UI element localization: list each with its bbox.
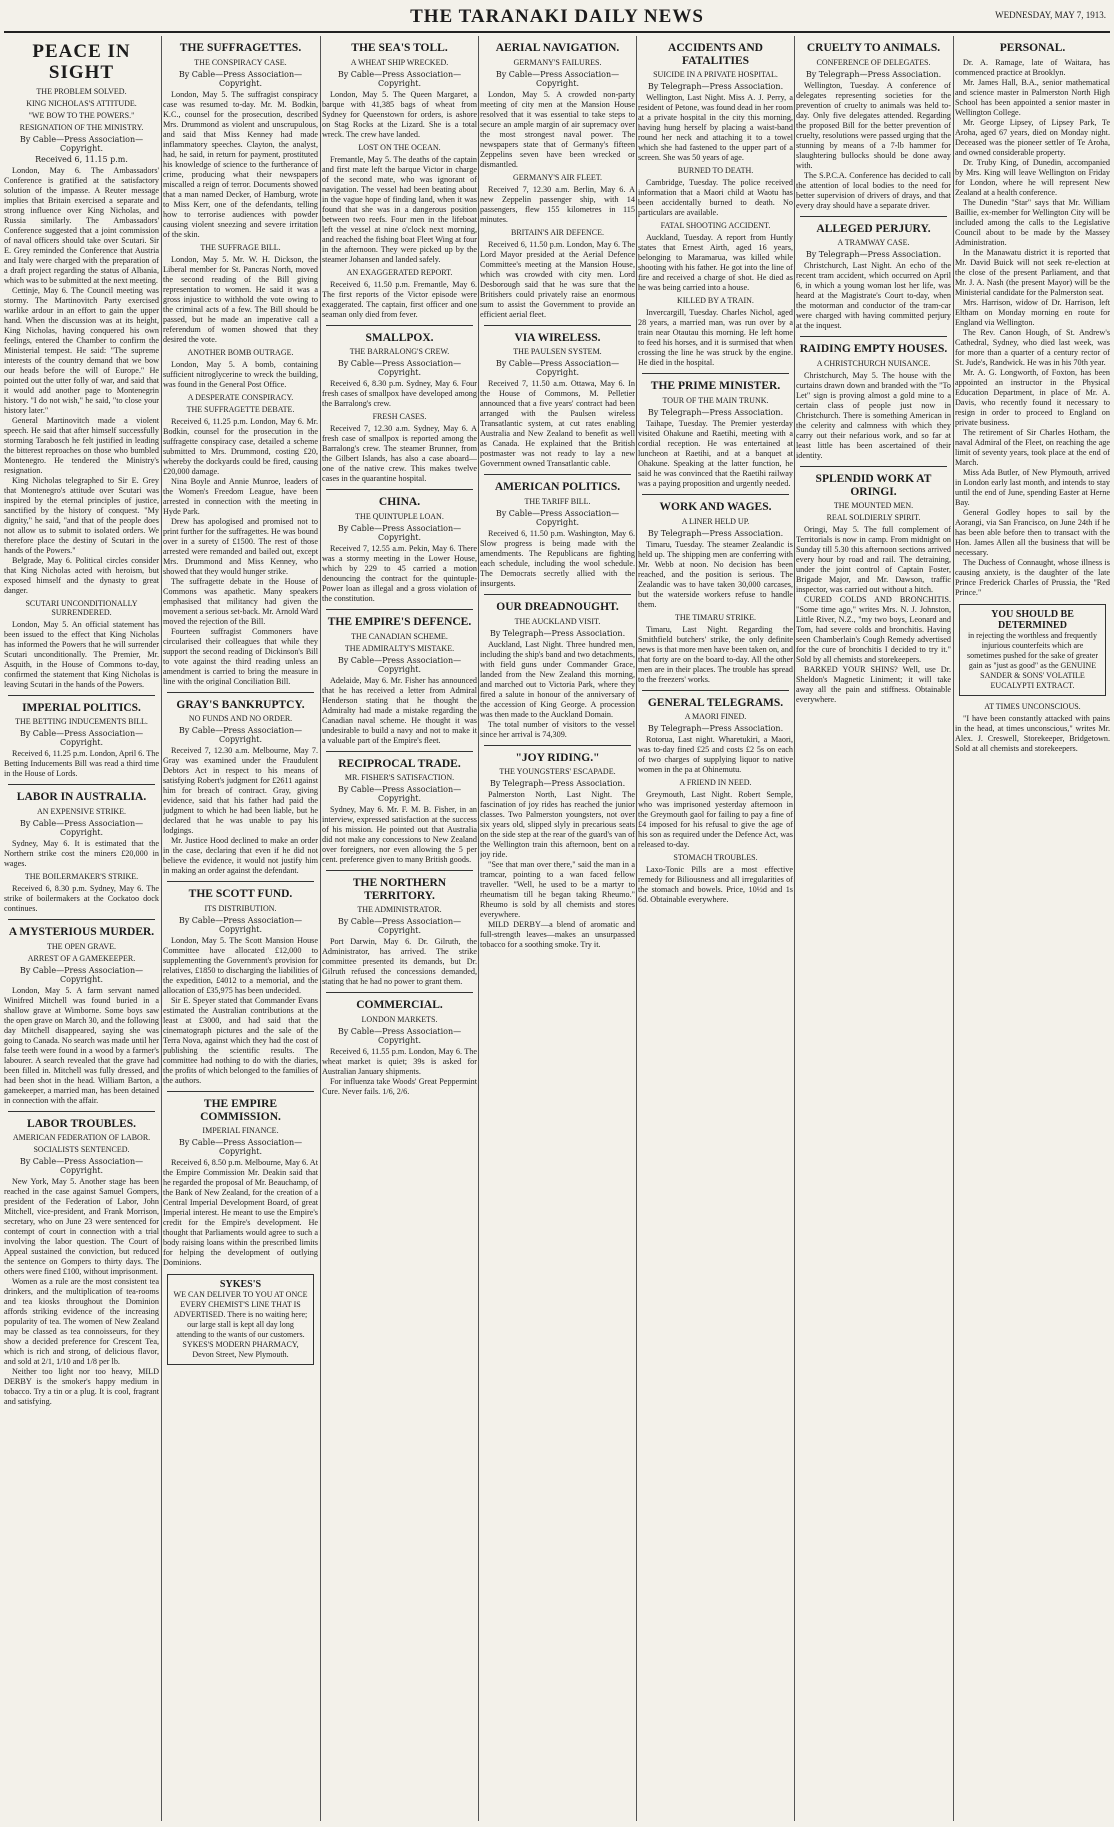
article-headline: COMMERCIAL. — [356, 999, 443, 1012]
article-subheading: THE BOILERMAKER'S STRIKE. — [24, 872, 139, 882]
article-subheading: A CHRISTCHURCH NUISANCE. — [816, 358, 931, 368]
dateline: By Cable—Press Association—Copyright. — [337, 523, 462, 542]
article-subheading: GERMANY'S AIR FLEET. — [512, 172, 603, 182]
article-subheading: THE BETTING INDUCEMENTS BILL. — [15, 717, 148, 727]
article-paragraph: The Duchess of Connaught, whose illness is causing anxiety, is the daughter of the late Prince Frederick Charles of Prussia, the "Red Prince." — [955, 557, 1110, 597]
article-subheading: IMPERIAL FINANCE. — [202, 1126, 279, 1136]
article-paragraph: The total number of visitors to the vessel since her arrival is 74,309. — [480, 719, 635, 739]
news-column — [163, 36, 318, 1821]
article-paragraph: The S.P.C.A. Conference has decided to call the attention of local bodies to the need for better supervision of drivers of drays, and that every dray should have a separate driver. — [796, 170, 951, 210]
column-divider — [800, 466, 947, 467]
article-subheading: A LINER HELD UP. — [681, 516, 750, 526]
article-subheading: KILLED BY A TRAIN. — [677, 296, 754, 306]
article-paragraph: Timaru, Tuesday. The steamer Zealandic is held up. The shipping men are conferring with Mr. Webb at noon. No decision has been reached, and the position is serious. The Zealandic was to have taken 30,000 carcases, but the waterside workers refuse to handle them. — [638, 539, 793, 609]
article-subheading: THE ADMINISTRATOR. — [357, 905, 442, 915]
article-paragraph: Dr. A. Ramage, late of Waitara, has commenced practice at Brooklyn. — [955, 57, 1110, 77]
article-headline: PERSONAL. — [999, 42, 1066, 54]
article-headline: LABOR TROUBLES. — [26, 1117, 137, 1130]
dateline: By Cable—Press Association—Copyright. — [495, 508, 620, 527]
article-subheading: RESIGNATION OF THE MINISTRY. — [19, 122, 144, 132]
article-paragraph: "See that man over there," said the man in a tramcar, pointing to a wan faced fellow traveller. "Well, he used to be a martyr to rheumatism till he began taking Rheumo." Rheumo is sold by all chemists and stores everywhere. — [480, 860, 635, 920]
article-subheading: ARREST OF A GAMEKEEPER. — [27, 953, 136, 963]
article-paragraph: Mr. James Hall, B.A., senior mathematical and science master in Palmerston North High School has been appointed a senior master in Wellington College. — [955, 77, 1110, 117]
column-rule — [636, 36, 637, 1821]
article-paragraph: "I have been constantly attacked with pains in the head, at times unconscious," writes Mr. Alex. J. Creswell, Storekeeper, Bridgetown. Sold at all chemists and storekeepers. — [955, 713, 1110, 753]
column-divider — [326, 751, 473, 752]
article-subheading: A FRIEND IN NEED. — [679, 778, 752, 788]
article-paragraph: Fremantle, May 5. The deaths of the captain and first mate left the barque Victor in charge of the second mate, who was ignorant of navigation. The vessel had been beating about in the vague hope of finding land, when it was found that she was in a dangerous position between two reefs. Four men in the lifeboat left the vessel at nine o'clock next morning, and reached the fishing boat Fleet Wing at four in the afternoon. They were picked up by the steamer Johansen and landed safely. — [322, 154, 477, 264]
article-paragraph: New York, May 5. Another stage has been reached in the case against Samuel Gompers, president of the Federation of Labor, John Mitchell, vice-president, and Frank Morrison, secretary, who on June 23 were sentenced for contempt of court in connection with a trial involving the labor question. The Court of Appeal sustained the conviction, but reduced the sentence on Gompers to thirty days. The others were fined £100, without imprisonment. — [4, 1177, 159, 1277]
article-paragraph: Greymouth, Last Night. Robert Semple, who was imprisoned yesterday afternoon in the Greymouth gaol for failing to pay a fine of £4 imposed for his refusal to give the age of his son as required under the Defence Act, was released to-day. — [638, 790, 793, 850]
article-subheading: FRESH CASES. — [372, 412, 427, 422]
advertisement-body: WE CAN DELIVER TO YOU AT ONCE EVERY CHEMIST'S LINE THAT IS ADVERTISED. There is no waiting here; our large stall is kept all day long attending to the wants of our customers. SYKES'S MODERN PHARMACY, Devon Street, New Plymouth. — [173, 1290, 308, 1360]
news-column — [480, 36, 635, 1821]
article-subheading: AN EXPENSIVE STRIKE. — [36, 807, 127, 817]
article-subheading: THE CANADIAN SCHEME. — [351, 631, 448, 641]
masthead — [0, 4, 1114, 30]
article-paragraph: Auckland, Last Night. Three hundred men, including the ship's band and two detachments, with field guns under Commander Grace, landed from the New Zealand this morning, and marched out to Victoria Park, where they fired a salute in honour of the anniversary of the accession of King George. A procession was then made to the Auckland Domain. — [480, 639, 635, 719]
article-headline: RECIPROCAL TRADE. — [338, 757, 461, 770]
article-headline: OUR DREADNOUGHT. — [496, 600, 619, 613]
dateline: By Telegraph—Press Association. — [647, 82, 784, 92]
dateline: By Cable—Press Association—Copyright. — [19, 134, 144, 153]
dateline: By Telegraph—Press Association. — [489, 779, 626, 789]
article-paragraph: Received 7, 11.50 a.m. Ottawa, May 6. In the House of Commons, M. Pelletier announced that a five years' contract had been arranged with the Paulsen wireless Transatlantic system, at cut rates enabling Australia and New Zealand to benefit as well as Canada. He explained that the British postmaster was not ready to lay a new Government owned Transatlantic cable. — [480, 379, 635, 469]
article-subheading: TOUR OF THE MAIN TRUNK. — [662, 395, 769, 405]
article-paragraph: London, May 5. The suffragist conspiracy case was resumed to-day. Mr. M. Bodkin, K.C., counsel for the prosecution, described Mrs. Drummond as violent and unscrupulous, and said that Miss Kenney had made inflammatory speeches. Clayton, the analyst, had, he said, in return for payment, prostituted his knowledge of science to the furtherance of crime, producing what their newspapers miscalled a reign of terror. Documents showed that a man named Decker, of Hamburg, wrote to Miss Kerr, one of the defendants, telling how to terrorise audiences with powder causing violent sneezing and severe irritation of the skin. — [163, 89, 318, 239]
dateline: By Cable—Press Association—Copyright. — [19, 965, 144, 984]
masthead-rule — [4, 31, 1110, 33]
news-column — [322, 36, 477, 1821]
article-paragraph: Drew has apologised and promised not to print further for the suffragettes. He was bound over in a surety of £1500. The rest of those arrested were remanded and bailed out, except Mrs. Drummond and Miss Kenney, who showed that they would hunger strike. — [163, 516, 318, 576]
article-paragraph: Received 6, 8.30 p.m. Sydney, May 6. Four fresh cases of smallpox have developed among the Barralong's crew. — [322, 379, 477, 409]
dateline: By Telegraph—Press Association. — [805, 250, 942, 260]
advertisement — [959, 604, 1106, 696]
article-paragraph: Received 6, 8.30 p.m. Sydney, May 6. The strike of boilermakers at the Cockatoo dock continues. — [4, 884, 159, 914]
article-subheading: THE YOUNGSTERS' ESCAPADE. — [499, 767, 616, 777]
article-subheading: LOST ON THE OCEAN. — [358, 142, 441, 152]
column-rule — [161, 36, 162, 1821]
article-paragraph: Received 7, 12.55 a.m. Pekin, May 6. There was a stormy meeting in the Lower House, which by 229 to 45 carried a motion denouncing the contract for the quintuple-Power loan as illegal and a gross violation of the constitution. — [322, 543, 477, 603]
article-paragraph: BARKED YOUR SHINS? Well, use Dr. Sheldon's Magnetic Liniment; it will take away all the pain and stiffness. Obtainable everywhere. — [796, 665, 951, 705]
article-subheading: CONFERENCE OF DELEGATES. — [816, 57, 931, 67]
article-paragraph: The Dunedin "Star" says that Mr. William Baillie, ex-member for Wellington City will be included among the calls to the Legislative Council about to be made by the Massey Administration. — [955, 197, 1110, 247]
article-paragraph: Palmerston North, Last Night. The fascination of joy rides has reached the junior classes. Two Palmerston youngsters, not over six years old, slipped slyly in precarious seats on the side step at the rear of the guard's van of the Wellington train this afternoon, bent on a joy ride. — [480, 790, 635, 860]
article-paragraph: Fourteen suffragist Commoners have circularised their colleagues that while they support the second reading of Dickinson's Bill to vote against the third reading unless an amendment is carried to bring the measure in line with the original Conciliation Bill. — [163, 626, 318, 686]
article-subheading: SOCIALISTS SENTENCED. — [33, 1145, 130, 1155]
article-subheading: A MAORI FINED. — [684, 712, 747, 722]
article-paragraph: Wellington, Tuesday. A conference of delegates representing societies for the prevention of cruelty to animals was held to-day. Only five delegates attended. Regarding the proposed Bill for the better prevention of cruelty, resolutions were passed urging that the stunning by means of a 7-lb hammer for slaughtering bullocks should be done away with. — [796, 80, 951, 170]
article-headline: THE EMPIRE'S DEFENCE. — [327, 615, 472, 628]
article-subheading: KING NICHOLAS'S ATTITUDE. — [26, 98, 137, 108]
article-paragraph: Received 6, 8.50 p.m. Melbourne, May 6. At the Empire Commission Mr. Deakin said that he regarded the proposal of Mr. Beauchamp, of the Bank of New Zealand, for the creation of a Central Imperial Development Board, of great Imperial interest. He meant to use the Empire's credit for the Empire's development. He thought that Parliaments would agree to such a body raising loans within the prescribed limits for helping the development of outlying Dominions. — [163, 1158, 318, 1268]
article-paragraph: Laxo-Tonic Pills are a most effective remedy for Biliousness and all irregularities of the stomach and bowels. Price, 10½d and 1s 6d. Obtainable everywhere. — [638, 865, 793, 905]
column-divider — [484, 594, 631, 595]
article-headline: AMERICAN POLITICS. — [494, 481, 621, 494]
article-subheading: NO FUNDS AND NO ORDER. — [188, 714, 293, 724]
article-paragraph: Dr. Truby King, of Dunedin, accompanied by Mrs. King will leave Wellington on Friday for London, where he will represent New Zealand at a health conference. — [955, 157, 1110, 197]
article-paragraph: Sydney, May 6. Mr. F. M. B. Fisher, in an interview, expressed satisfaction at the success of his mission. He pointed out that Australia did not make any concessions to New Zealand over foreigners, nor even allowing the 5 per cent. preference given to many British goods. — [322, 805, 477, 865]
article-subheading: A TRAMWAY CASE. — [837, 238, 910, 248]
news-column — [4, 36, 159, 1821]
article-headline: ALLEGED PERJURY. — [816, 222, 931, 235]
article-headline: THE SEA'S TOLL. — [351, 42, 448, 54]
article-paragraph: Rotorua, Last night. Wharetukiri, a Maori, was to-day fined £25 and costs £2 5s on each of two charges of supplying liquor to native women in the pa at Ohinemutu. — [638, 735, 793, 775]
column-divider — [800, 336, 947, 337]
article-subheading: THE OPEN GRAVE. — [47, 941, 116, 951]
column-divider — [167, 1091, 314, 1092]
article-paragraph: King Nicholas telegraphed to Sir E. Grey that Montenegro's attitude over Scutari was inspired by the eternal principles of justice, sanctified by the history of conquest. "My dignity," he said, "and that of the people does not allow us to submit to isolated orders. We therefore place the destiny of Scutari in the hands of the Powers." — [4, 475, 159, 555]
advertisement-body: in rejecting the worthless and frequently injurious counterfeits which are sometimes pushed for the sake of greater gain as "just as good" as the GENUINE SANDER & SONS' VOLATILE EUCALYPTI EXTRACT. — [966, 630, 1099, 690]
dateline: By Cable—Press Association—Copyright. — [495, 359, 620, 378]
article-paragraph: The retirement of Sir Charles Hotham, the naval Admiral of the Fleet, on reaching the age limit of seventy years, took place at the end of March. — [955, 427, 1110, 467]
article-subheading: SCUTARI UNCONDITIONALLY SURRENDERED. — [25, 598, 138, 617]
article-headline: SPLENDID WORK AT ORINGI. — [815, 472, 932, 498]
dateline: By Cable—Press Association—Copyright. — [178, 1138, 303, 1157]
article-subheading: A DESPERATE CONSPIRACY. — [187, 392, 294, 402]
column-divider — [642, 494, 789, 495]
news-column — [955, 36, 1110, 1821]
column-rule — [320, 36, 321, 1821]
article-paragraph: London, May 5. A crowded non-party meeting of city men at the Mansion House resolved that it was essential to take steps to secure an ample margin of air supremacy over the most strongest naval power. The newspapers state that of Germany's fifteen Zeppelins seven have been wrecked or dismantled. — [480, 89, 635, 169]
article-paragraph: Port Darwin, May 6. Dr. Gilruth, the Administrator, has arrived. The strike committee presented its demands, but Dr. Gilruth refused the concessions demanded, stating that he had no power to grant them. — [322, 937, 477, 987]
article-subheading: THE SUFFRAGE BILL. — [200, 242, 281, 252]
article-subheading: BRITAIN'S AIR DEFENCE. — [510, 227, 605, 237]
article-paragraph: Belgrade, May 6. Political circles consider that King Nicholas acted with heroism, but exposed himself and the dynasty to great danger. — [4, 555, 159, 595]
article-paragraph: Nina Boyle and Annie Munroe, leaders of the Women's Freedom League, have been arrested in connection with the meeting in Hyde Park. — [163, 476, 318, 516]
advertisement-heading: YOU SHOULD BE DETERMINED — [991, 608, 1074, 631]
column-divider — [8, 695, 155, 696]
article-paragraph: Received 6, 11.55 p.m. London, May 6. The wheat market is quiet; 39s is asked for Australian January shipments. — [322, 1047, 477, 1077]
issue-date: WEDNESDAY, MAY 7, 1913. — [995, 10, 1106, 20]
article-subheading: MR. FISHER'S SATISFACTION. — [344, 773, 455, 783]
article-headline: AERIAL NAVIGATION. — [495, 42, 620, 54]
dateline: By Cable—Press Association—Copyright. — [19, 1157, 144, 1176]
article-subheading: BURNED TO DEATH. — [677, 166, 754, 176]
article-subheading: FATAL SHOOTING ACCIDENT. — [660, 221, 771, 231]
article-subheading: THE BARRALONG'S CREW. — [349, 347, 450, 357]
article-paragraph: Auckland, Tuesday. A report from Huntly states that Ernest Airth, aged 16 years, belonging to Maramarua, was killed while shooting with his father. He got into the line of fire and received a charge of shot. He died as he was being carried into a house. — [638, 233, 793, 293]
column-divider — [326, 325, 473, 326]
dateline: By Cable—Press Association—Copyright. — [337, 1027, 462, 1046]
article-subheading: THE PROBLEM SOLVED. — [36, 86, 127, 96]
article-paragraph: For influenza take Woods' Great Peppermint Cure. Never fails. 1/6, 2/6. — [322, 1077, 477, 1097]
dateline: By Cable—Press Association—Copyright. — [178, 726, 303, 745]
article-subheading: THE TARIFF BILL. — [524, 496, 591, 506]
article-paragraph: Cettinje, May 6. The Council meeting was stormy. The Martinovitch Party exercised warlike ardour in an effort to gain the upper hand. When the discussion was at its height, King Nicholas, having conquered his own feelings, entered the Chamber to confirm the Ministerial tempest. He said: "The supreme interests of the country demand that we bow our heads before the will of Europe." He pointed out the utter folly of war, and said that it would add another page to Montenegrin history. "I do not wish," he said, "to close your history later." — [4, 285, 159, 415]
column-divider — [326, 870, 473, 871]
article-paragraph: Mr. George Lipsey, of Lipsey Park, Te Aroha, aged 67 years, died on Monday night. Deceased was the pioneer settler of Te Aroha, and owned considerable property. — [955, 117, 1110, 157]
article-paragraph: Christchurch, May 5. The house with the curtains drawn down and branded with the "To Let" sign is proving almost a gold mine to a certain class of people just now in Christchurch. There is something American in the celerity and calmness with which they carry out their nefarious work, and so far at least little has been ascertained of their identity. — [796, 370, 951, 460]
article-paragraph: Christchurch, Last Night. An echo of the recent tram accident, which occurred on April 6, in which a young woman lost her life, was heard at the Magistrate's Court to-day, when the motorman and conductor of the tram-car were charged with having committed perjury at the inquest. — [796, 261, 951, 331]
dateline: By Cable—Press Association—Copyright. — [337, 655, 462, 674]
article-headline: ACCIDENTS AND FATALITIES — [668, 42, 763, 67]
article-paragraph: General Godley hopes to sail by the Aorangi, via San Francisco, on June 24th if he has been able before then to transact with the Hon. James Allen all the business that will be necessary. — [955, 507, 1110, 557]
article-headline: THE NORTHERN TERRITORY. — [352, 877, 447, 902]
article-subheading: THE MOUNTED MEN. — [833, 501, 914, 511]
article-paragraph: General Martinovitch made a violent speech. He said that after himself successfully storming Tarabosch he felt justified in leading the bitterest reproaches on those who bumbled Montenegro. He tendered the Ministry's resignation. — [4, 415, 159, 475]
column-divider — [326, 992, 473, 993]
column-divider — [800, 216, 947, 217]
article-paragraph: Mr. A. G. Longworth, of Foxton, has been appointed an instructor in the Physical Education Department, in place of Mr. A. Davis, who recently found it necessary to resign in order to proceed to England on private business. — [955, 367, 1110, 427]
article-paragraph: Sydney, May 6. It is estimated that the Northern strike cost the miners £20,000 in wages. — [4, 839, 159, 869]
dateline: By Telegraph—Press Association. — [489, 628, 626, 638]
article-subheading: THE PAULSEN SYSTEM. — [513, 347, 602, 357]
dateline: By Cable—Press Association—Copyright. — [19, 729, 144, 748]
article-paragraph: Received 6, 11.50 p.m. London, May 6. The Lord Mayor presided at the Aerial Defence Committee's meeting at the Mansion House, which was crowded with city men. Lord Desborough said that he was sure that the Britishers could privately raise an enormous sum to assist the Government to provide an efficient aerial fleet. — [480, 239, 635, 319]
column-divider — [484, 325, 631, 326]
article-paragraph: Mrs. Harrison, widow of Dr. Harrison, left Eltham on Monday morning en route for England via Wellington. — [955, 297, 1110, 327]
advertisement-heading: SYKES'S — [219, 1279, 262, 1291]
article-subheading: "WE BOW TO THE POWERS." — [28, 110, 135, 120]
article-subheading: THE CONSPIRACY CASE. — [194, 57, 287, 67]
article-paragraph: Taihape, Tuesday. The Premier yesterday visited Ohakune and Raetihi, meeting with a cordial reception. He was entertained at luncheon at Raetihi, and at a banquet at Ohakune. Speaking at the latter function, he said he was convinced that the Raetihi railway was a paying proposition and urgently needed. — [638, 418, 793, 488]
article-paragraph: Timaru, Last Night. Regarding the Smithfield butchers' strike, the only definite news is that more men have been taken on, and that forty are on the board to-day. All the other men are in their places. The trouble has spread to the freezers' works. — [638, 624, 793, 684]
column-divider — [326, 489, 473, 490]
article-headline: GENERAL TELEGRAMS. — [647, 696, 784, 709]
article-headline: A MYSTERIOUS MURDER. — [8, 926, 155, 939]
column-divider — [484, 745, 631, 746]
article-headline: THE SUFFRAGETTES. — [179, 42, 302, 54]
column-divider — [8, 784, 155, 785]
column-divider — [326, 609, 473, 610]
article-headline: RAIDING EMPTY HOUSES. — [799, 343, 948, 356]
article-headline: SMALLPOX. — [365, 331, 434, 344]
article-paragraph: London, May 5. A bomb, containing sufficient nitroglycerine to wreck the building, was found in the General Post Office. — [163, 359, 318, 389]
dateline: By Telegraph—Press Association. — [647, 724, 784, 734]
article-paragraph: Sir E. Speyer stated that Commander Evans estimated the Australian contributions at the least at £3000, and had said that the cinematograph pictures and the sale of the Terra Nova, against which they had the cost of publishing the scientific results. The committee had nothing to do with the diaries, the profits of which belonged to the families of the authors. — [163, 995, 318, 1085]
article-paragraph: London, May 5. The Queen Margaret, a barque with 41,385 bags of wheat from Sydney for Queenstown for orders, is ashore on Stag Rocks at the Lizard. She is a total wreck. The crew have landed. — [322, 89, 477, 139]
article-paragraph: London, May 5. Mr. W. H. Dickson, the Liberal member for St. Pancras North, moved the second reading of the Bill giving representation to women. He said it was a gross injustice to withhold the vote owing to the criminal acts of a few. The Bill should be passed, but he made an imperative call a referendum of women showed that they desired the vote. — [163, 254, 318, 344]
article-headline: "JOY RIDING." — [515, 751, 600, 764]
column-rule — [794, 36, 795, 1821]
newspaper-title: THE TARANAKI DAILY NEWS — [410, 6, 704, 27]
article-headline: LABOR IN AUSTRALIA. — [16, 791, 147, 804]
article-paragraph: In the Manawatu district it is reported that Mr. David Buick will not seek re-election at the close of the present Parliament, and that Mr. J. A. Nash (the present Mayor) will be the Ministerial candidate for the Palmerston seat. — [955, 247, 1110, 297]
article-headline: WORK AND WAGES. — [659, 500, 772, 513]
article-headline: GRAY'S BANKRUPTCY. — [176, 698, 305, 711]
article-subheading: AN EXAGGERATED REPORT. — [346, 267, 453, 277]
article-headline: CHINA. — [378, 496, 421, 509]
article-subheading: REAL SOLDIERLY SPIRIT. — [826, 513, 921, 523]
dateline: By Cable—Press Association—Copyright. — [337, 69, 462, 88]
dateline: By Cable—Press Association—Copyright. — [337, 785, 462, 804]
news-column — [796, 36, 951, 1821]
article-subheading: THE QUINTUPLE LOAN. — [355, 511, 444, 521]
article-paragraph: Miss Ada Butler, of New Plymouth, arrived in London early last month, and intends to stay until the end of June, spending Easter at Herne Bay. — [955, 467, 1110, 507]
article-headline: IMPERIAL POLITICS. — [22, 701, 141, 714]
dateline: By Cable—Press Association—Copyright. — [178, 915, 303, 934]
article-paragraph: Received 7, 12.30 a.m. Berlin, May 6. A new Zeppelin passenger ship, with 14 passengers, flew 155 kilometres in 115 minutes. — [480, 184, 635, 224]
column-rule — [953, 36, 954, 1821]
column-divider — [484, 474, 631, 475]
dateline: By Telegraph—Press Association. — [805, 69, 942, 79]
article-subheading: THE AUCKLAND VISIT. — [514, 616, 601, 626]
dateline: By Cable—Press Association—Copyright. — [495, 69, 620, 88]
article-paragraph: London, May 6. The Ambassadors' Conference is gratified at the satisfactory solution of the impasse. A Reuter message implies that Britain exercised a separate and strong influence over King Nicholas, and Russia similarly. The Ambassadors' Conference suggested that a joint commission of naval officers should take over Scutari. Sir E. Grey reminded the Conference that Austria and Italy were charged with the preparation of a draft project regarding the status of Albania, which was to be submitted at the next meeting. — [4, 165, 159, 285]
column-divider — [8, 919, 155, 920]
article-subheading: STOMACH TROUBLES. — [673, 853, 758, 863]
article-paragraph: MILD DERBY—a blend of aromatic and full-strength leaves—makes an unsurpassed tobacco for a soothing smoke. Try it. — [480, 920, 635, 950]
column-divider — [167, 881, 314, 882]
article-paragraph: Neither too light nor too heavy, MILD DERBY is the smoker's happy medium in tobacco. Try a tin or a plug. It is cool, fragrant and satisfying. — [4, 1367, 159, 1407]
article-subheading: THE SUFFRAGETTE DEBATE. — [186, 404, 295, 414]
column-divider — [8, 1111, 155, 1112]
article-subheading: SUICIDE IN A PRIVATE HOSPITAL. — [653, 70, 778, 80]
article-paragraph: London, May 5. The Scott Mansion House Committee have allocated £12,000 to supplementing the Government's provision for relatives, £1850 to discharging the liabilities of the expedition, £4012 to a memorial, and the allocation of £35,975 has been undecided. — [163, 935, 318, 995]
article-headline: THE EMPIRE COMMISSION. — [200, 1097, 281, 1123]
article-subheading: AMERICAN FEDERATION OF LABOR. — [12, 1133, 151, 1143]
article-paragraph: Cambridge, Tuesday. The police received information that a Maori child at Waotu has been accidentally burned to death. No particulars are available. — [638, 178, 793, 218]
article-paragraph: Invercargill, Tuesday. Charles Nichol, aged 28 years, a married man, was run over by a train near Otautau this morning. He left home to feed his horses, and it is surmised that when crossing the line he was struck by the engine. He died in the hospital. — [638, 308, 793, 368]
dateline: By Telegraph—Press Association. — [647, 528, 784, 538]
article-subheading: ITS DISTRIBUTION. — [204, 903, 277, 913]
article-subheading: GERMANY'S FAILURES. — [513, 57, 602, 67]
dateline: By Cable—Press Association—Copyright. — [337, 917, 462, 936]
column-divider — [167, 692, 314, 693]
article-paragraph: The Rev. Canon Hough, of St. Andrew's Cathedral, Sydney, who died last week, was for more than a quarter of a century rector of St. Jude's, Randwick. He was in his 70th year. — [955, 327, 1110, 367]
article-paragraph: Mr. Justice Hood declined to make an order in the case, declaring that even if he did not believe the evidence, it would not justify him in making an order against the defendant. — [163, 836, 318, 876]
article-paragraph: Wellington, Last Night. Miss A. J. Perry, a resident of Petone, was found dead in her room at a private hospital in the city this morning, having hung herself by placing a waist-band round her neck and attaching it to a towel which she had fastened to the upper part of a screen. She was 50 years of age. — [638, 93, 793, 163]
article-subheading: A WHEAT SHIP WRECKED. — [350, 57, 449, 67]
article-paragraph: Received 6, 11.25 p.m. London, April 6. The Betting Inducements Bill was read a third time in the House of Lords. — [4, 749, 159, 779]
article-paragraph: Received 7, 12.30 a.m. Sydney, May 6. A fresh case of smallpox is reported among the Barralong's crew. The steamer Brunner, from the Gilbert Islands, has also a case aboard—one of the native crew. This makes twelve cases in the quarantine hospital. — [322, 424, 477, 484]
column-divider — [642, 373, 789, 374]
article-paragraph: Received 6, 11.50 p.m. Washington, May 6. Slow progress is being made with the amendments. The Republicans are fighting each schedule, including the wool schedule. The Democrats secretly allied with the insurgents. — [480, 528, 635, 588]
advertisement — [167, 1274, 314, 1365]
article-paragraph: CURED COLDS AND BRONCHITIS. "Some time ago," writes Mrs. N. J. Johnston, Little River, N.Z., "my two boys, Leonard and Tom, had severe colds and bronchitis. Having seen Chamberlain's Cough Remedy advertised for the cure of bronchitis I decided to try it." Sold by all chemists and storekeepers. — [796, 595, 951, 665]
dateline: Received 6, 11.15 p.m. — [35, 154, 128, 164]
article-paragraph: London, May 5. A farm servant named Winifred Mitchell was found buried in a shallow grave at Wimborne. Some boys saw the open grave on March 30, and the following day Mitchell disappeared, saying she was going to Canada. No search was made until her false teeth were found in a wood by a farmer's labourer. A search revealed that the grave had been filled in. Mitchell was fully dressed, and had been shot in the head. William Barton, a gamekeeper, a married man, has been detained in connection with the affair. — [4, 985, 159, 1105]
article-headline: VIA WIRELESS. — [514, 331, 601, 344]
article-paragraph: The suffragette debate in the House of Commons was apathetic. Many speakers emphasised that militancy had given the movement a serious set-back. Mr. Arnold Ward moved the rejection of the Bill. — [163, 576, 318, 626]
article-headline: THE PRIME MINISTER. — [650, 380, 781, 393]
dateline: By Cable—Press Association—Copyright. — [337, 359, 462, 378]
article-paragraph: Received 6, 11.25 p.m. London, May 6. Mr. Bodkin, counsel for the prosecution in the suffragette conspiracy case, detailed a scheme submitted to Mrs. Drummond, costing £20, whereby the dockyards could be fired, causing £20,000 damage. — [163, 416, 318, 476]
article-headline: CRUELTY TO ANIMALS. — [806, 42, 941, 54]
article-headline: PEACE IN SIGHT — [32, 41, 131, 83]
article-subheading: AT TIMES UNCONSCIOUS. — [984, 701, 1081, 711]
article-subheading: ANOTHER BOMB OUTRAGE. — [187, 347, 294, 357]
article-headline: THE SCOTT FUND. — [188, 888, 293, 901]
dateline: By Cable—Press Association—Copyright. — [178, 69, 303, 88]
article-paragraph: Received 7, 12.30 a.m. Melbourne, May 7. Gray was examined under the Fraudulent Debtors Act in respect to his means of satisfying Robert's judgment for £2611 against him for breach of contract. Gray, giving evidence, said that his father had paid the judgment to which he had been liable, but he declared that he was unable to pay his lodgings. — [163, 746, 318, 836]
dateline: By Telegraph—Press Association. — [647, 407, 784, 417]
article-paragraph: Women as a rule are the most consistent tea drinkers, and the multiplication of tea-rooms and tea kiosks throughout the Dominion affords striking evidence of the increasing popularity of tea. The women of New Zealand may be classed as tea connoisseurs, for they show a decided preference for Crescent Tea, which is rich and strong, of delicious flavor, and sold at 2/1, 1/10 and 1/8 per lb. — [4, 1277, 159, 1367]
article-subheading: THE TIMARU STRIKE. — [675, 612, 756, 622]
article-subheading: LONDON MARKETS. — [361, 1015, 438, 1025]
article-paragraph: Oringi, May 5. The full complement of Territorials is now in camp. From midnight on Sunday till 5.30 this afternoon sections arrived every hour by road and rail. The detraining, under the joint control of Captain Foster, Brigade Major, and Mr. Dawson, traffic inspector, was carried out without a hitch. — [796, 525, 951, 595]
article-paragraph: London, May 5. An official statement has been issued to the effect that King Nicholas has informed the Powers that he will surrender Scutari unconditionally. The Premier, Mr. Asquith, in the House of Commons to-day, confirmed the statement that King Nicholas is leaving Scutari in the hands of the Powers. — [4, 619, 159, 689]
article-paragraph: Received 6, 11.50 p.m. Fremantle, May 6. The first reports of the Victor episode were exaggerated. The captain, first officer and one seaman only died from fever. — [322, 279, 477, 319]
column-rule — [478, 36, 479, 1821]
column-divider — [642, 690, 789, 691]
dateline: By Cable—Press Association—Copyright. — [19, 819, 144, 838]
news-column — [638, 36, 793, 1821]
article-paragraph: Adelaide, May 6. Mr. Fisher has announced that he has received a letter from Admiral Henderson stating that he thought the Admiralty had made a mistake regarding the Canadian naval scheme. He thought it was undesirable to build a navy and not to make it a valuable part of the Empire's fleet. — [322, 675, 477, 745]
article-subheading: THE ADMIRALTY'S MISTAKE. — [344, 643, 455, 653]
